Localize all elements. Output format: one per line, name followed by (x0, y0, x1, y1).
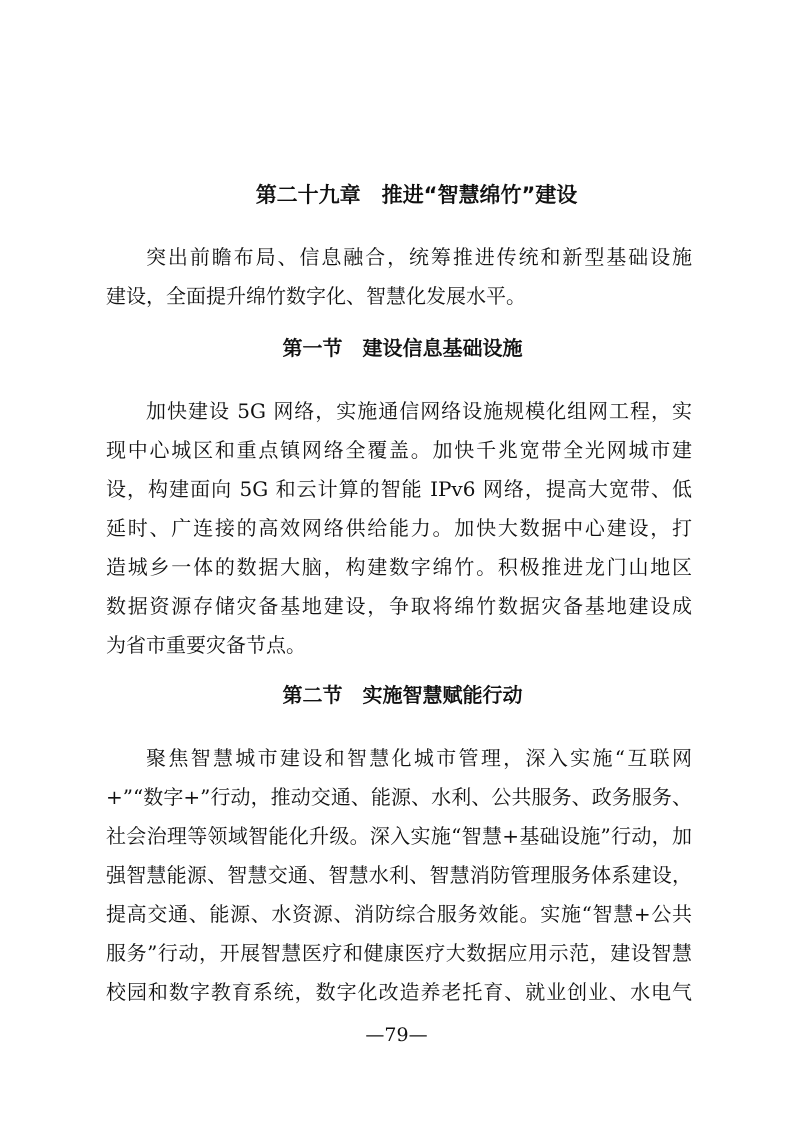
section-1-title: 第一节 建设信息基础设施 (282, 336, 523, 360)
paragraph-line: 加快建设 5G 网络，实施通信网络设施规模化组网工程，实 (146, 399, 692, 423)
paragraph-line: 数据资源存储灾备基地建设，争取将绵竹数据灾备基地建设成 (106, 594, 692, 618)
paragraph-line: 延时、广连接的高效网络供给能力。加快大数据中心建设，打 (106, 516, 692, 540)
paragraph-line: 设，构建面向 5G 和云计算的智能 IPv6 网络，提高大宽带、低 (106, 477, 692, 501)
intro-paragraph (106, 238, 692, 316)
paragraph-line: 校园和数字教育系统，数字化改造养老托育、就业创业、水电气 (106, 980, 692, 1004)
paragraph-line: 造城乡一体的数据大脑，构建数字绵竹。积极推进龙门山地区 (106, 555, 692, 579)
section-2-title: 第二节 实施智慧赋能行动 (282, 683, 523, 707)
paragraph-line: 突出前瞻布局、信息融合，统筹推进传统和新型基础设施 (146, 245, 692, 269)
paragraph-line: +”“数字+”行动，推动交通、能源、水利、公共服务、政务服务、 (106, 785, 692, 809)
paragraph-line: 现中心城区和重点镇网络全覆盖。加快千兆宽带全光网城市建 (106, 438, 692, 462)
paragraph-line: 为省市重要灾备节点。 (106, 633, 306, 657)
section-1-paragraph (106, 392, 692, 665)
paragraph-line: 建设，全面提升绵竹数字化、智慧化发展水平。 (106, 284, 526, 308)
chapter-title: 第二十九章 推进“智慧绵竹”建设 (255, 183, 578, 207)
paragraph-line: 聚焦智慧城市建设和智慧化城市管理，深入实施“互联网 (146, 746, 692, 770)
paragraph-line: 提高交通、能源、水资源、消防综合服务效能。实施“智慧+公共 (106, 902, 692, 926)
paragraph-line: 强智慧能源、智慧交通、智慧水利、智慧消防管理服务体系建设， (106, 863, 692, 887)
paragraph-line: 社会治理等领域智能化升级。深入实施“智慧+基础设施”行动，加 (106, 824, 692, 848)
paragraph-line: 服务”行动，开展智慧医疗和健康医疗大数据应用示范，建设智慧 (106, 941, 692, 965)
page-number: —79— (365, 1024, 428, 1046)
section-2-paragraph (106, 739, 692, 1012)
